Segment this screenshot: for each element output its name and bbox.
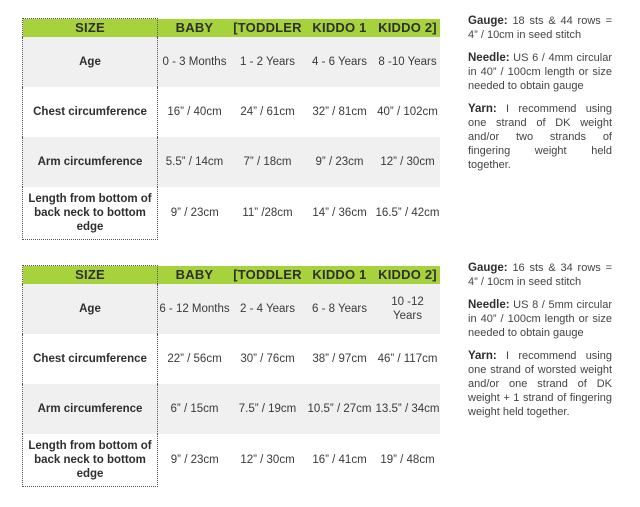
table-cell: 10.5” / 27cm (304, 384, 376, 434)
table-cell: 8 -10 Years (376, 37, 440, 87)
table-cell: 16” / 41cm (304, 434, 376, 486)
table-cell: 7.5” / 19cm (232, 384, 304, 434)
table-cell: 10 -12 Years (376, 284, 440, 334)
table-row-age (23, 37, 440, 87)
pattern-notes-2 (468, 261, 612, 428)
table-cell: 9” / 23cm (304, 137, 376, 187)
header-size: SIZE (23, 266, 158, 285)
table-row-arm (23, 384, 440, 434)
table-cell: 1 - 2 Years (232, 37, 304, 87)
size-table-2 (22, 265, 440, 487)
table-cell: 30” / 76cm (232, 334, 304, 384)
table-cell: 14” / 36cm (304, 187, 376, 239)
table-header-row (23, 19, 440, 38)
table-cell: 16.5” / 42cm (376, 187, 440, 239)
row-label: Chest circumference (23, 87, 158, 137)
table-row-chest (23, 334, 440, 384)
table-cell: 19” / 48cm (376, 434, 440, 486)
header-kiddo-1: KIDDO 1 (304, 266, 376, 285)
row-label: Age (23, 284, 158, 334)
yarn-note: Yarn: I recommend using one strand of DK weight and/or two strands of fingering weight held together. (468, 103, 612, 171)
row-label: Arm circumference (23, 384, 158, 434)
table-cell: 32” / 81cm (304, 87, 376, 137)
row-label: Age (23, 37, 158, 87)
gauge-note: Gauge: 16 sts & 34 rows = 4” / 10cm in seed stitch (468, 262, 612, 288)
header-toddler: [TODDLER (232, 19, 304, 38)
row-label: Chest circumference (23, 334, 158, 384)
table-cell: 16” / 40cm (158, 87, 232, 137)
table-row-chest (23, 87, 440, 137)
table-row-length (23, 187, 440, 239)
table-cell: 6 - 12 Months (158, 284, 232, 334)
header-kiddo-1: KIDDO 1 (304, 19, 376, 38)
table-cell: 24” / 61cm (232, 87, 304, 137)
table-cell: 0 - 3 Months (158, 37, 232, 87)
header-baby: BABY (158, 19, 232, 38)
table-cell: 38” / 97cm (304, 334, 376, 384)
header-toddler: [TODDLER (232, 266, 304, 285)
header-kiddo-2: KIDDO 2] (376, 266, 440, 285)
row-label: Length from bottom of back neck to bottom edge (23, 187, 158, 239)
table-cell: 9” / 23cm (158, 434, 232, 486)
table-cell: 7” / 18cm (232, 137, 304, 187)
size-table-1 (22, 18, 440, 240)
table-cell: 22” / 56cm (158, 334, 232, 384)
yarn-note: Yarn: I recommend using one strand of worsted weight and/or one strand of DK weight + 1 strand of fingering weight held together. (468, 350, 612, 418)
table-header-row (23, 266, 440, 285)
needle-note: Needle: US 8 / 5mm circular in 40” / 100cm length or size needed to obtain gauge (468, 299, 612, 339)
table-cell: 4 - 6 Years (304, 37, 376, 87)
table-cell: 6” / 15cm (158, 384, 232, 434)
row-label: Arm circumference (23, 137, 158, 187)
table-row-age (23, 284, 440, 334)
table-cell: 12” / 30cm (376, 137, 440, 187)
row-label: Length from bottom of back neck to bottom edge (23, 434, 158, 486)
header-kiddo-2: KIDDO 2] (376, 19, 440, 38)
table-cell: 40” / 102cm (376, 87, 440, 137)
header-size: SIZE (23, 19, 158, 38)
needle-note: Needle: US 6 / 4mm circular in 40” / 100cm length or size needed to obtain gauge (468, 52, 612, 92)
table-cell: 46” / 117cm (376, 334, 440, 384)
table-cell: 6 - 8 Years (304, 284, 376, 334)
header-baby: BABY (158, 266, 232, 285)
pattern-notes-1 (468, 14, 612, 181)
table-cell: 9” / 23cm (158, 187, 232, 239)
table-cell: 11” /28cm (232, 187, 304, 239)
table-cell: 12” / 30cm (232, 434, 304, 486)
table-row-arm (23, 137, 440, 187)
table-row-length (23, 434, 440, 486)
table-cell: 2 - 4 Years (232, 284, 304, 334)
table-cell: 13.5” / 34cm (376, 384, 440, 434)
table-cell: 5.5” / 14cm (158, 137, 232, 187)
gauge-note: Gauge: 18 sts & 44 rows = 4” / 10cm in seed stitch (468, 15, 612, 41)
